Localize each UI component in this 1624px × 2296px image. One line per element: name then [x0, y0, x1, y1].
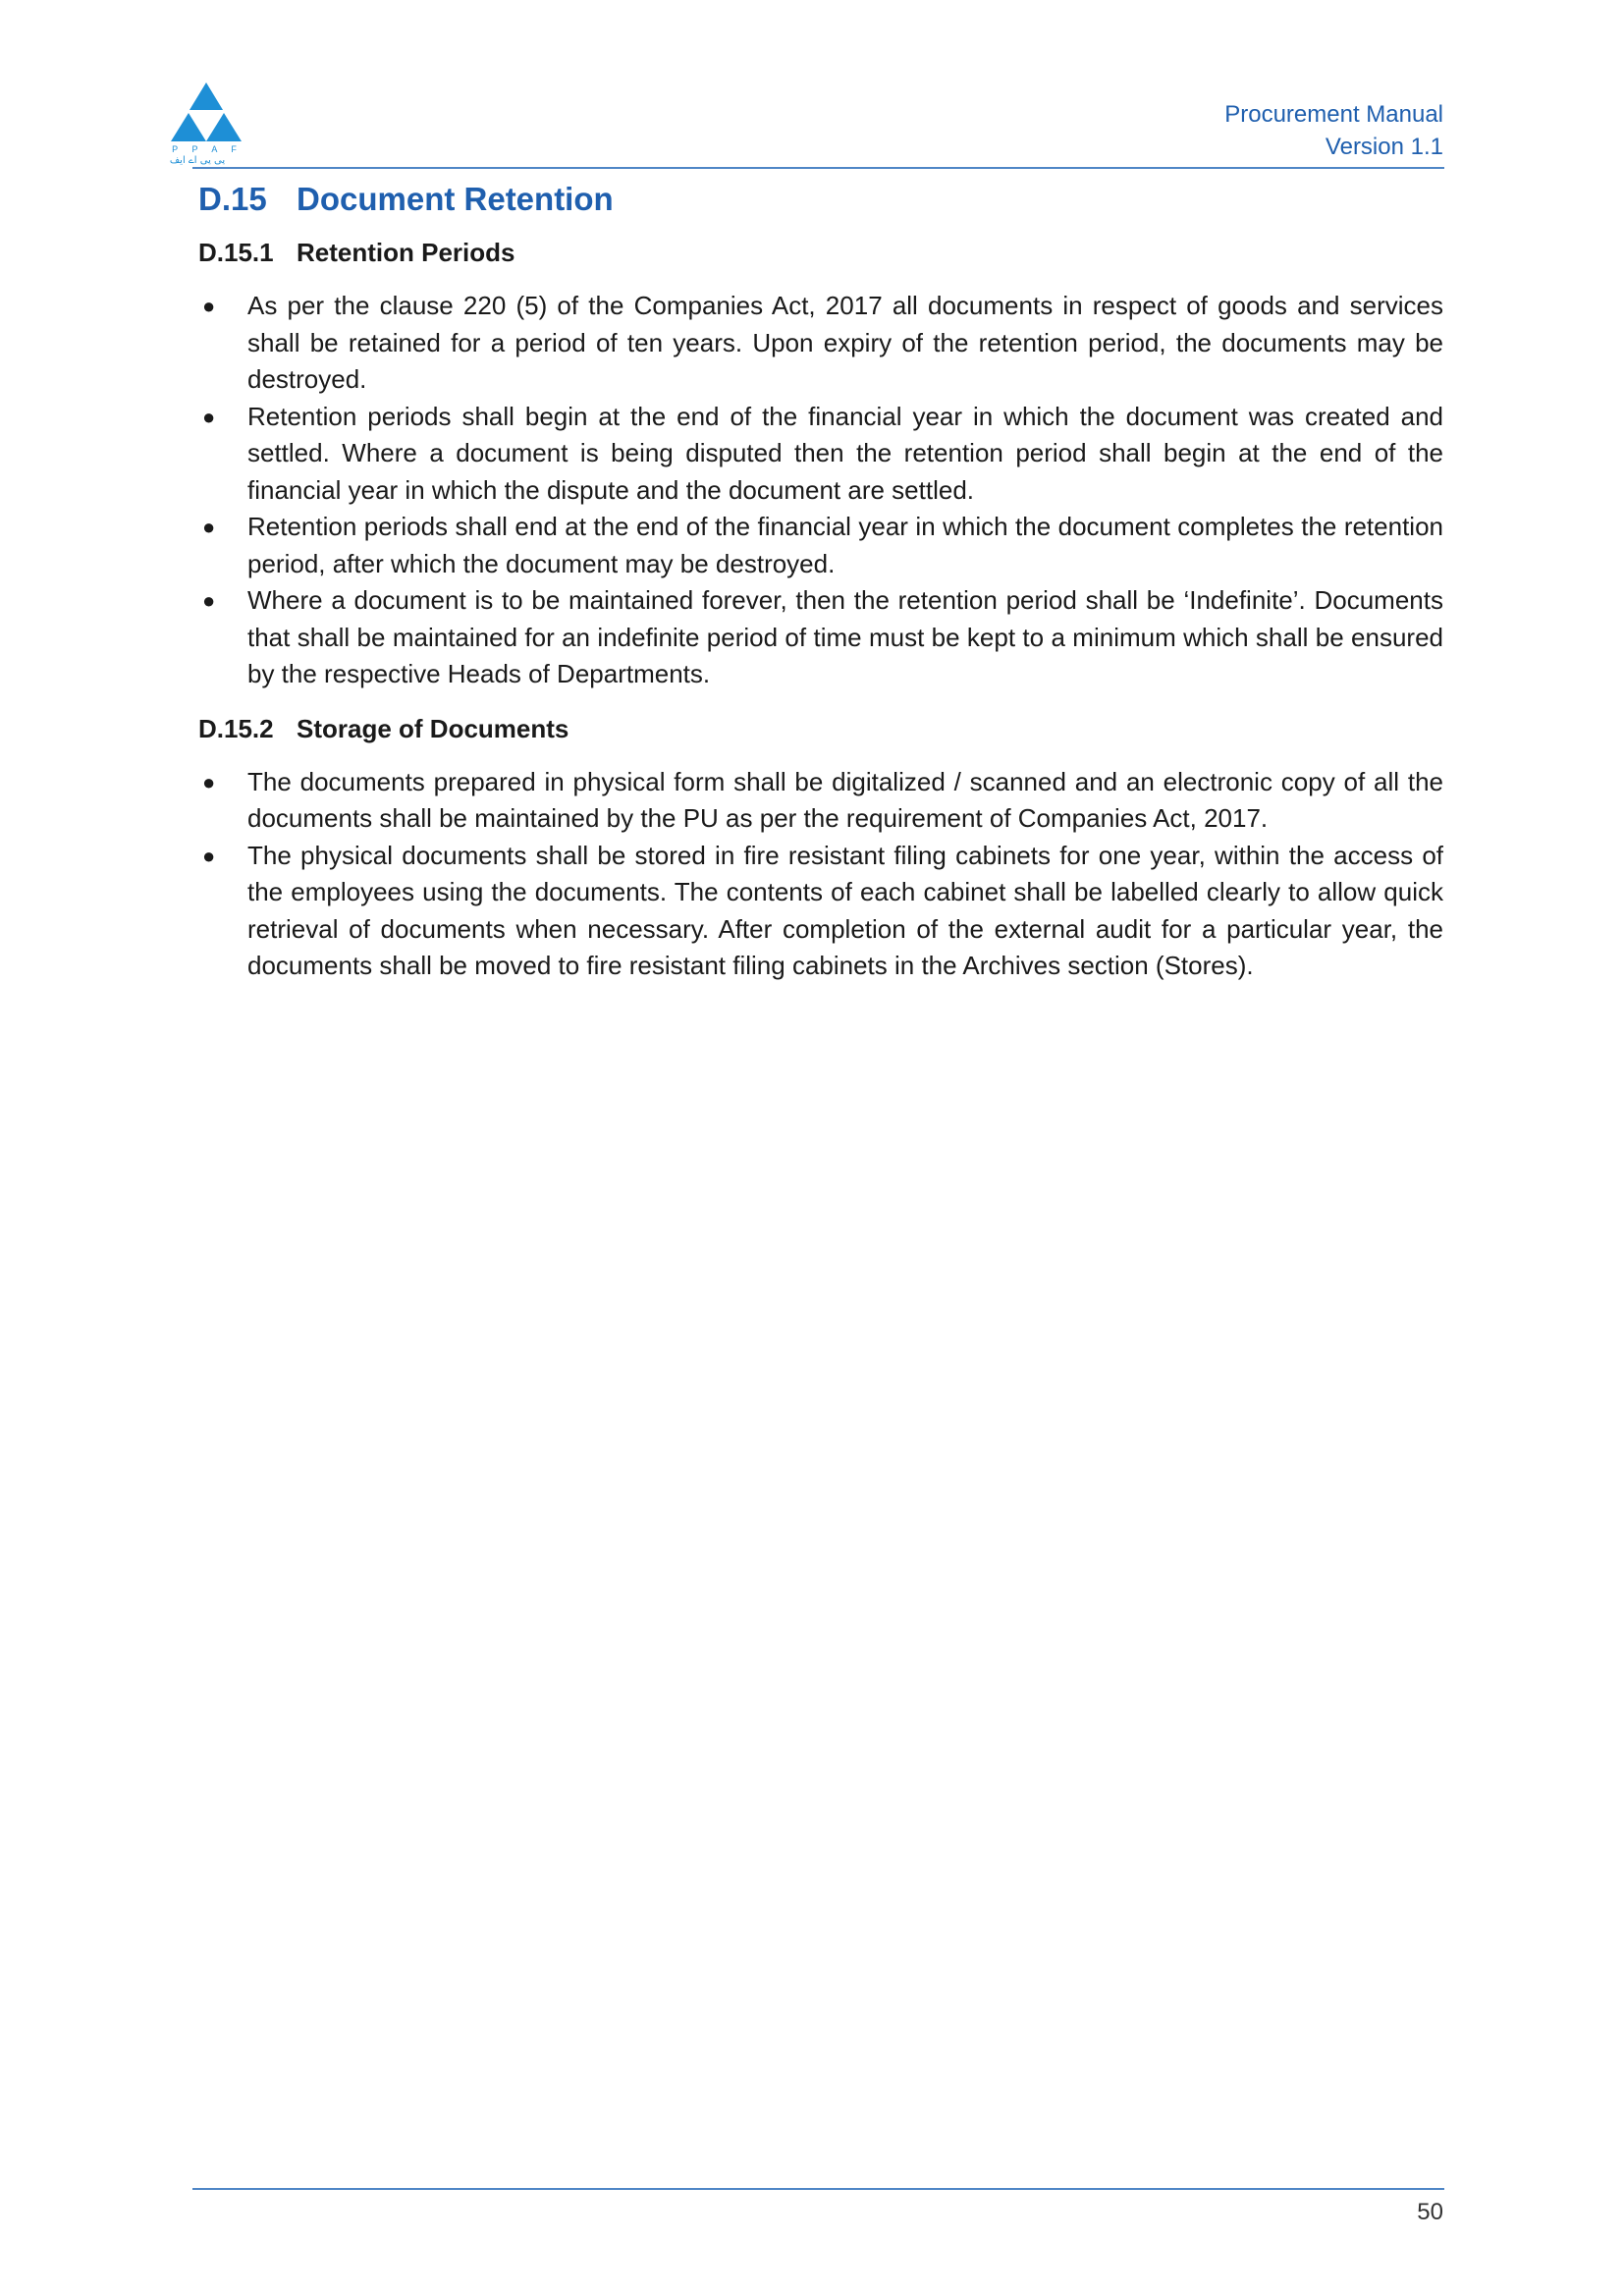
section-number: D.15 [198, 181, 267, 217]
list-item [198, 399, 1443, 510]
list-item [198, 582, 1443, 693]
logo-urdu-text: پی پی اے ایف [169, 155, 226, 165]
list-item-text: As per the clause 220 (5) of the Companies Act, 2017 all documents in respect of goods and services shall be retained for a period of ten years. Upon expiry of the retention period, the documents may be destroyed. [247, 291, 1443, 394]
list-item [198, 838, 1443, 985]
section-heading [198, 178, 1443, 221]
subsection-number: D.15.1 [198, 238, 274, 267]
list-item [198, 509, 1443, 582]
bullet-dot-icon: ● [202, 843, 216, 868]
footer-divider [192, 2188, 1444, 2190]
bullet-dot-icon: ● [202, 769, 216, 794]
list-item-text: Retention periods shall end at the end of the financial year in which the document completes the retention period, after which the document may be destroyed. [247, 512, 1443, 578]
bullet-dot-icon: ● [202, 515, 216, 539]
logo-letters: P P A F [172, 144, 243, 154]
list-item [198, 764, 1443, 838]
storage-of-documents-list [198, 764, 1443, 985]
ppaf-logo-icon [165, 81, 253, 165]
document-header [1224, 98, 1443, 163]
bullet-dot-icon: ● [202, 294, 216, 318]
document-title: Procurement Manual [1224, 101, 1443, 128]
section-title: Document Retention [297, 181, 614, 217]
list-item-text: The documents prepared in physical form shall be digitalized / scanned and an electronic copy of all the documents shall be maintained by the PU as per the requirement of Companies Act, 2017. [247, 766, 1443, 833]
bullet-dot-icon: ● [202, 588, 216, 613]
page-number: 50 [1417, 2199, 1443, 2225]
subsection-heading-storage-of-documents [198, 711, 1443, 746]
bullet-dot-icon: ● [202, 404, 216, 429]
list-item-text: The physical documents shall be stored in fire resistant filing cabinets for one year, within the access of the employees using the documents. The contents of each cabinet shall be labelled clearly to allow quick retrieval of documents when necessary. After completion of the external audit for a particular year, the documents shall be moved to fire resistant filing cabinets in the Archives section (Stores). [247, 840, 1443, 980]
page-content [198, 172, 1443, 985]
subsection-number: D.15.2 [198, 713, 274, 743]
subsection-heading-retention-periods [198, 235, 1443, 270]
document-version: Version 1.1 [1325, 134, 1443, 160]
header-divider [192, 167, 1444, 169]
list-item-text: Where a document is to be maintained forever, then the retention period shall be ‘Indefinite’. Documents that shall be maintained for an indefinite period of time must be kept to a minimum which shall be ensured by the respective Heads of Departments. [247, 585, 1443, 688]
list-item [198, 288, 1443, 399]
retention-periods-list [198, 288, 1443, 693]
subsection-title: Retention Periods [297, 238, 515, 267]
subsection-title: Storage of Documents [297, 713, 569, 743]
list-item-text: Retention periods shall begin at the end of the financial year in which the document was created and settled. Where a document is being disputed then the retention period shall begin at the end of the financial year in which the dispute and the document are settled. [247, 401, 1443, 505]
